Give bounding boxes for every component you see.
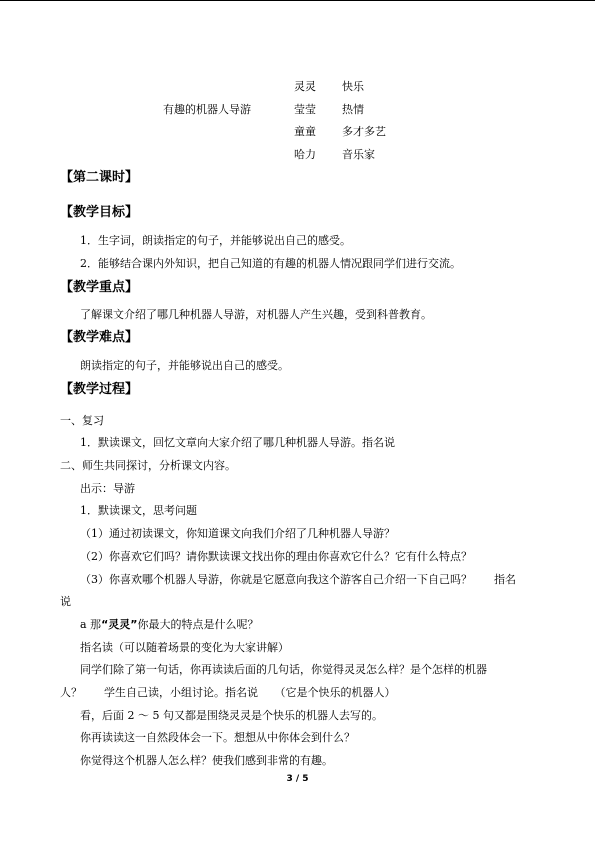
board-trait-4: 音乐家 <box>342 148 375 161</box>
process-line: 出示：导游 <box>80 482 135 495</box>
goal-1: 1．生字词，朗读指定的句子，并能够说出自己的感受。 <box>80 234 351 247</box>
board-name-4: 哈力 <box>294 148 316 161</box>
heading-process: 【教学过程】 <box>60 382 139 397</box>
goal-2: 2．能够结合课内外知识，把自己知道的有趣的机器人情况跟同学们进行交流。 <box>80 257 461 270</box>
process-line: （1）通过初读课文，你知道课文向我们介绍了几种机器人导游？ <box>80 527 395 540</box>
board-name-1: 灵灵 <box>294 80 316 93</box>
heading-lesson: 【第二课时】 <box>60 170 139 185</box>
process-line: 同学们除了第一句话，你再读读后面的几句话，你觉得灵灵怎么样？是个怎样的机器 <box>80 663 487 676</box>
board-name-3: 童童 <box>294 125 316 138</box>
page-top-rule <box>0 0 595 1</box>
difficulty-text: 朗读指定的句子，并能够说出自己的感受。 <box>80 359 289 372</box>
board-trait-3: 多才多艺 <box>342 125 386 138</box>
process-line: 你再读读这一自然段体会一下。想想从中你体会到什么？ <box>80 731 355 744</box>
process-line: 人？ 学生自己读，小组讨论。指名说 （它是个快乐的机器人） <box>60 686 396 699</box>
process-line: 说 <box>60 595 71 608</box>
process-fragment: 你最大的特点是什么呢？ <box>137 618 259 631</box>
process-line: 一、复习 <box>60 414 104 427</box>
heading-focus: 【教学重点】 <box>60 280 139 295</box>
heading-difficulty: 【教学难点】 <box>60 330 139 345</box>
process-fragment: a 那 <box>80 618 102 631</box>
board-trait-1: 快乐 <box>342 80 364 93</box>
process-line: （3）你喜欢哪个机器人导游，你就是它愿意向我这个游客自己介绍一下自己吗？ 指名 <box>80 573 516 586</box>
process-line: 你觉得这个机器人怎么样？使我们感到非常的有趣。 <box>80 754 333 767</box>
lingling-quote: “灵灵” <box>101 618 138 631</box>
page-number: 3 / 5 <box>286 774 309 784</box>
board-name-2: 莹莹 <box>294 103 316 116</box>
process-line: 看，后面 2 ～ 5 句又都是围绕灵灵是个快乐的机器人去写的。 <box>80 709 383 722</box>
process-line-lingling <box>80 618 259 632</box>
focus-text: 了解课文介绍了哪几种机器人导游，对机器人产生兴趣，受到科普教育。 <box>80 308 432 321</box>
board-title: 有趣的机器人导游 <box>163 103 251 116</box>
process-line: 1．默读课文，回忆文章向大家介绍了哪几种机器人导游。指名说 <box>80 436 395 449</box>
process-line: （2）你喜欢它们吗？请你默读课文找出你的理由你喜欢它什么？它有什么特点？ <box>80 550 472 563</box>
process-line: 1．默读课文，思考问题 <box>80 504 197 517</box>
heading-goals: 【教学目标】 <box>60 205 139 220</box>
board-trait-2: 热情 <box>342 103 364 116</box>
process-line: 二、师生共同探讨，分析课文内容。 <box>60 459 236 472</box>
process-line: 指名读（可以随着场景的变化为大家讲解） <box>80 641 289 654</box>
